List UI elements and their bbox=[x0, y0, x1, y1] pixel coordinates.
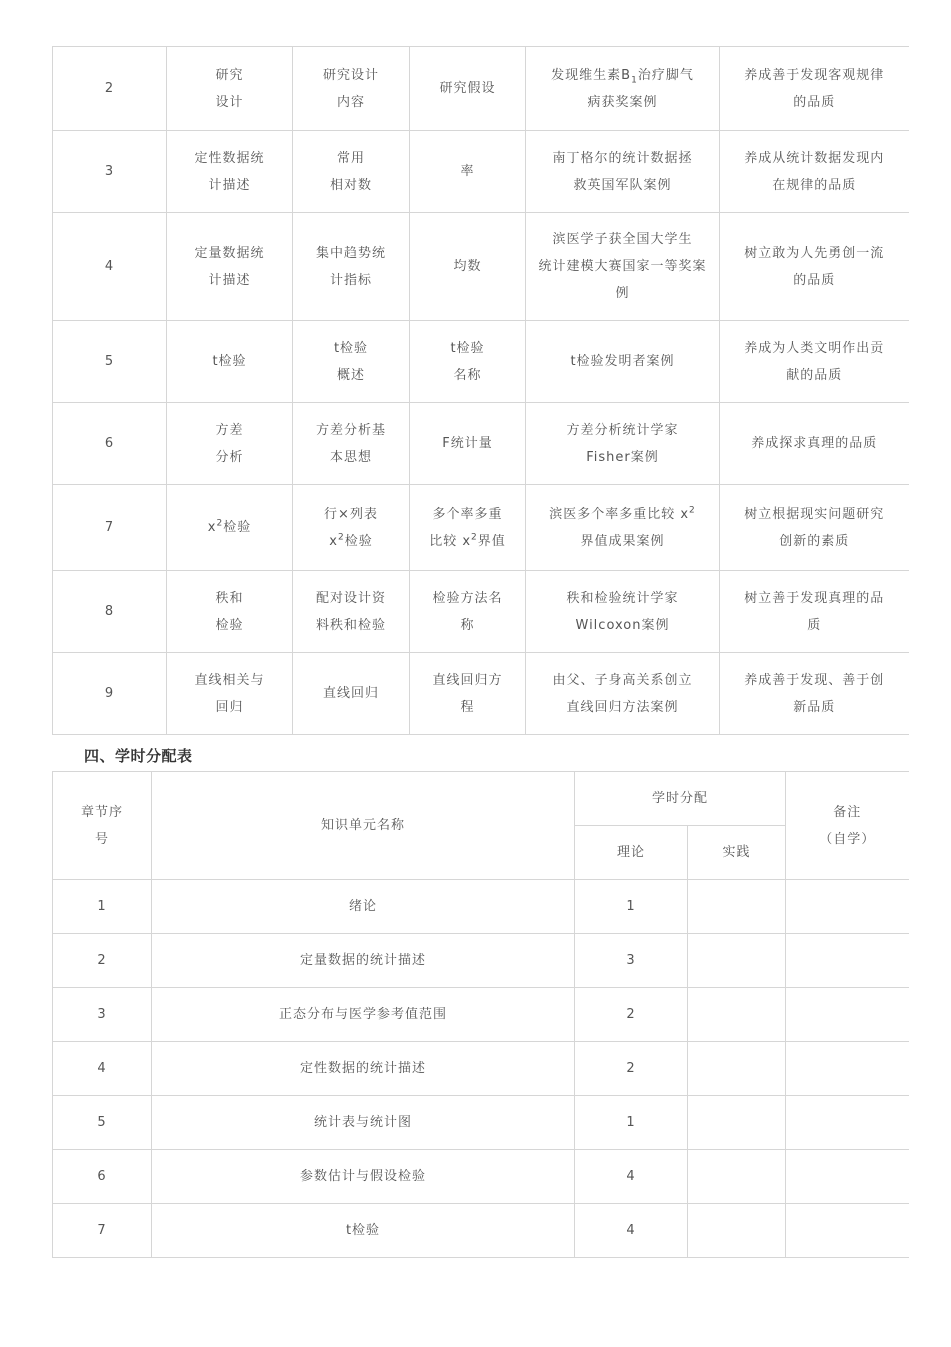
note-cell bbox=[786, 1150, 909, 1204]
content-cell: 直线回归 bbox=[293, 653, 410, 735]
table-row bbox=[53, 571, 909, 653]
theory-hours: 2 bbox=[575, 988, 688, 1042]
unit-cell: $x^2$检验 bbox=[167, 485, 293, 571]
theory-hours: 3 bbox=[575, 934, 688, 988]
chapter-number: 3 bbox=[53, 988, 152, 1042]
point-cell: F统计量 bbox=[410, 403, 526, 485]
header-unit-name: 知识单元名称 bbox=[152, 772, 575, 880]
unit-name: 参数估计与假设检验 bbox=[152, 1150, 575, 1204]
note-cell bbox=[786, 1204, 909, 1258]
case-cell: 方差分析统计学家 Fisher案例 bbox=[526, 403, 720, 485]
table-row bbox=[53, 1204, 909, 1258]
note-cell bbox=[786, 1042, 909, 1096]
quality-cell: 树立根据现实问题研究 创新的素质 bbox=[720, 485, 909, 571]
row-number: 8 bbox=[53, 571, 167, 653]
row-number: 7 bbox=[53, 485, 167, 571]
row-number: 3 bbox=[53, 131, 167, 213]
note-cell bbox=[786, 934, 909, 988]
content-cell: 配对设计资 料秩和检验 bbox=[293, 571, 410, 653]
quality-cell: 养成从统计数据发现内 在规律的品质 bbox=[720, 131, 909, 213]
case-cell: 滨医多个率多重比较 $x^2$ 界值成果案例 bbox=[526, 485, 720, 571]
quality-cell: 养成善于发现、善于创 新品质 bbox=[720, 653, 909, 735]
practice-hours bbox=[688, 1096, 786, 1150]
table-row bbox=[53, 321, 909, 403]
table-row bbox=[53, 988, 909, 1042]
header-note: 备注 （自学） bbox=[786, 772, 909, 880]
unit-name: t检验 bbox=[152, 1204, 575, 1258]
case-cell: 秩和检验统计学家 Wilcoxon案例 bbox=[526, 571, 720, 653]
case-cell: 南丁格尔的统计数据拯 救英国军队案例 bbox=[526, 131, 720, 213]
table-row bbox=[53, 1096, 909, 1150]
unit-cell: 研究 设计 bbox=[167, 47, 293, 131]
chapter-number: 6 bbox=[53, 1150, 152, 1204]
ideological-elements-table bbox=[52, 46, 909, 735]
row-number: 9 bbox=[53, 653, 167, 735]
unit-cell: 直线相关与 回归 bbox=[167, 653, 293, 735]
unit-cell: 方差 分析 bbox=[167, 403, 293, 485]
point-cell: 直线回归方 程 bbox=[410, 653, 526, 735]
table-row bbox=[53, 403, 909, 485]
row-number: 6 bbox=[53, 403, 167, 485]
table-header-row bbox=[53, 772, 909, 826]
practice-hours bbox=[688, 1042, 786, 1096]
hours-allocation-table bbox=[52, 771, 909, 1258]
content-cell: 行×列表 $x^2$检验 bbox=[293, 485, 410, 571]
note-cell bbox=[786, 1096, 909, 1150]
content-cell: 方差分析基 本思想 bbox=[293, 403, 410, 485]
case-cell: 发现维生素$B_1$治疗脚气 病获奖案例 bbox=[526, 47, 720, 131]
theory-hours: 4 bbox=[575, 1150, 688, 1204]
chapter-number: 2 bbox=[53, 934, 152, 988]
header-theory: 理论 bbox=[575, 826, 688, 880]
row-number: 4 bbox=[53, 213, 167, 321]
quality-cell: 树立善于发现真理的品 质 bbox=[720, 571, 909, 653]
content-cell: 常用 相对数 bbox=[293, 131, 410, 213]
quality-cell: 养成探求真理的品质 bbox=[720, 403, 909, 485]
table-row bbox=[53, 47, 909, 131]
theory-hours: 1 bbox=[575, 880, 688, 934]
theory-hours: 2 bbox=[575, 1042, 688, 1096]
table-row bbox=[53, 1042, 909, 1096]
table-row bbox=[53, 213, 909, 321]
unit-name: 定量数据的统计描述 bbox=[152, 934, 575, 988]
row-number: 5 bbox=[53, 321, 167, 403]
theory-hours: 1 bbox=[575, 1096, 688, 1150]
chapter-number: 1 bbox=[53, 880, 152, 934]
practice-hours bbox=[688, 880, 786, 934]
table-row bbox=[53, 1150, 909, 1204]
table-row bbox=[53, 485, 909, 571]
unit-name: 正态分布与医学参考值范围 bbox=[152, 988, 575, 1042]
note-cell bbox=[786, 880, 909, 934]
point-cell: t检验 名称 bbox=[410, 321, 526, 403]
content-cell: t检验 概述 bbox=[293, 321, 410, 403]
chapter-number: 7 bbox=[53, 1204, 152, 1258]
unit-name: 绪论 bbox=[152, 880, 575, 934]
content-cell: 集中趋势统 计指标 bbox=[293, 213, 410, 321]
point-cell: 研究假设 bbox=[410, 47, 526, 131]
point-cell: 多个率多重 比较 $x^2$界值 bbox=[410, 485, 526, 571]
practice-hours bbox=[688, 988, 786, 1042]
unit-name: 定性数据的统计描述 bbox=[152, 1042, 575, 1096]
header-chapter: 章节序 号 bbox=[53, 772, 152, 880]
unit-cell: 定性数据统 计描述 bbox=[167, 131, 293, 213]
practice-hours bbox=[688, 1150, 786, 1204]
case-cell: 滨医学子获全国大学生 统计建模大赛国家一等奖案 例 bbox=[526, 213, 720, 321]
content-cell: 研究设计 内容 bbox=[293, 47, 410, 131]
point-cell: 均数 bbox=[410, 213, 526, 321]
note-cell bbox=[786, 988, 909, 1042]
practice-hours bbox=[688, 1204, 786, 1258]
table-row bbox=[53, 934, 909, 988]
chapter-number: 4 bbox=[53, 1042, 152, 1096]
quality-cell: 养成善于发现客观规律 的品质 bbox=[720, 47, 909, 131]
header-hours: 学时分配 bbox=[575, 772, 786, 826]
quality-cell: 养成为人类文明作出贡 献的品质 bbox=[720, 321, 909, 403]
unit-cell: 秩和 检验 bbox=[167, 571, 293, 653]
point-cell: 检验方法名 称 bbox=[410, 571, 526, 653]
unit-name: 统计表与统计图 bbox=[152, 1096, 575, 1150]
quality-cell: 树立敢为人先勇创一流 的品质 bbox=[720, 213, 909, 321]
section-heading: 四、学时分配表 bbox=[84, 747, 193, 765]
unit-cell: t检验 bbox=[167, 321, 293, 403]
row-number: 2 bbox=[53, 47, 167, 131]
chapter-number: 5 bbox=[53, 1096, 152, 1150]
table-row bbox=[53, 653, 909, 735]
unit-cell: 定量数据统 计描述 bbox=[167, 213, 293, 321]
header-practice: 实践 bbox=[688, 826, 786, 880]
practice-hours bbox=[688, 934, 786, 988]
case-cell: 由父、子身高关系创立 直线回归方法案例 bbox=[526, 653, 720, 735]
theory-hours: 4 bbox=[575, 1204, 688, 1258]
point-cell: 率 bbox=[410, 131, 526, 213]
table-row bbox=[53, 131, 909, 213]
case-cell: t检验发明者案例 bbox=[526, 321, 720, 403]
table-row bbox=[53, 880, 909, 934]
